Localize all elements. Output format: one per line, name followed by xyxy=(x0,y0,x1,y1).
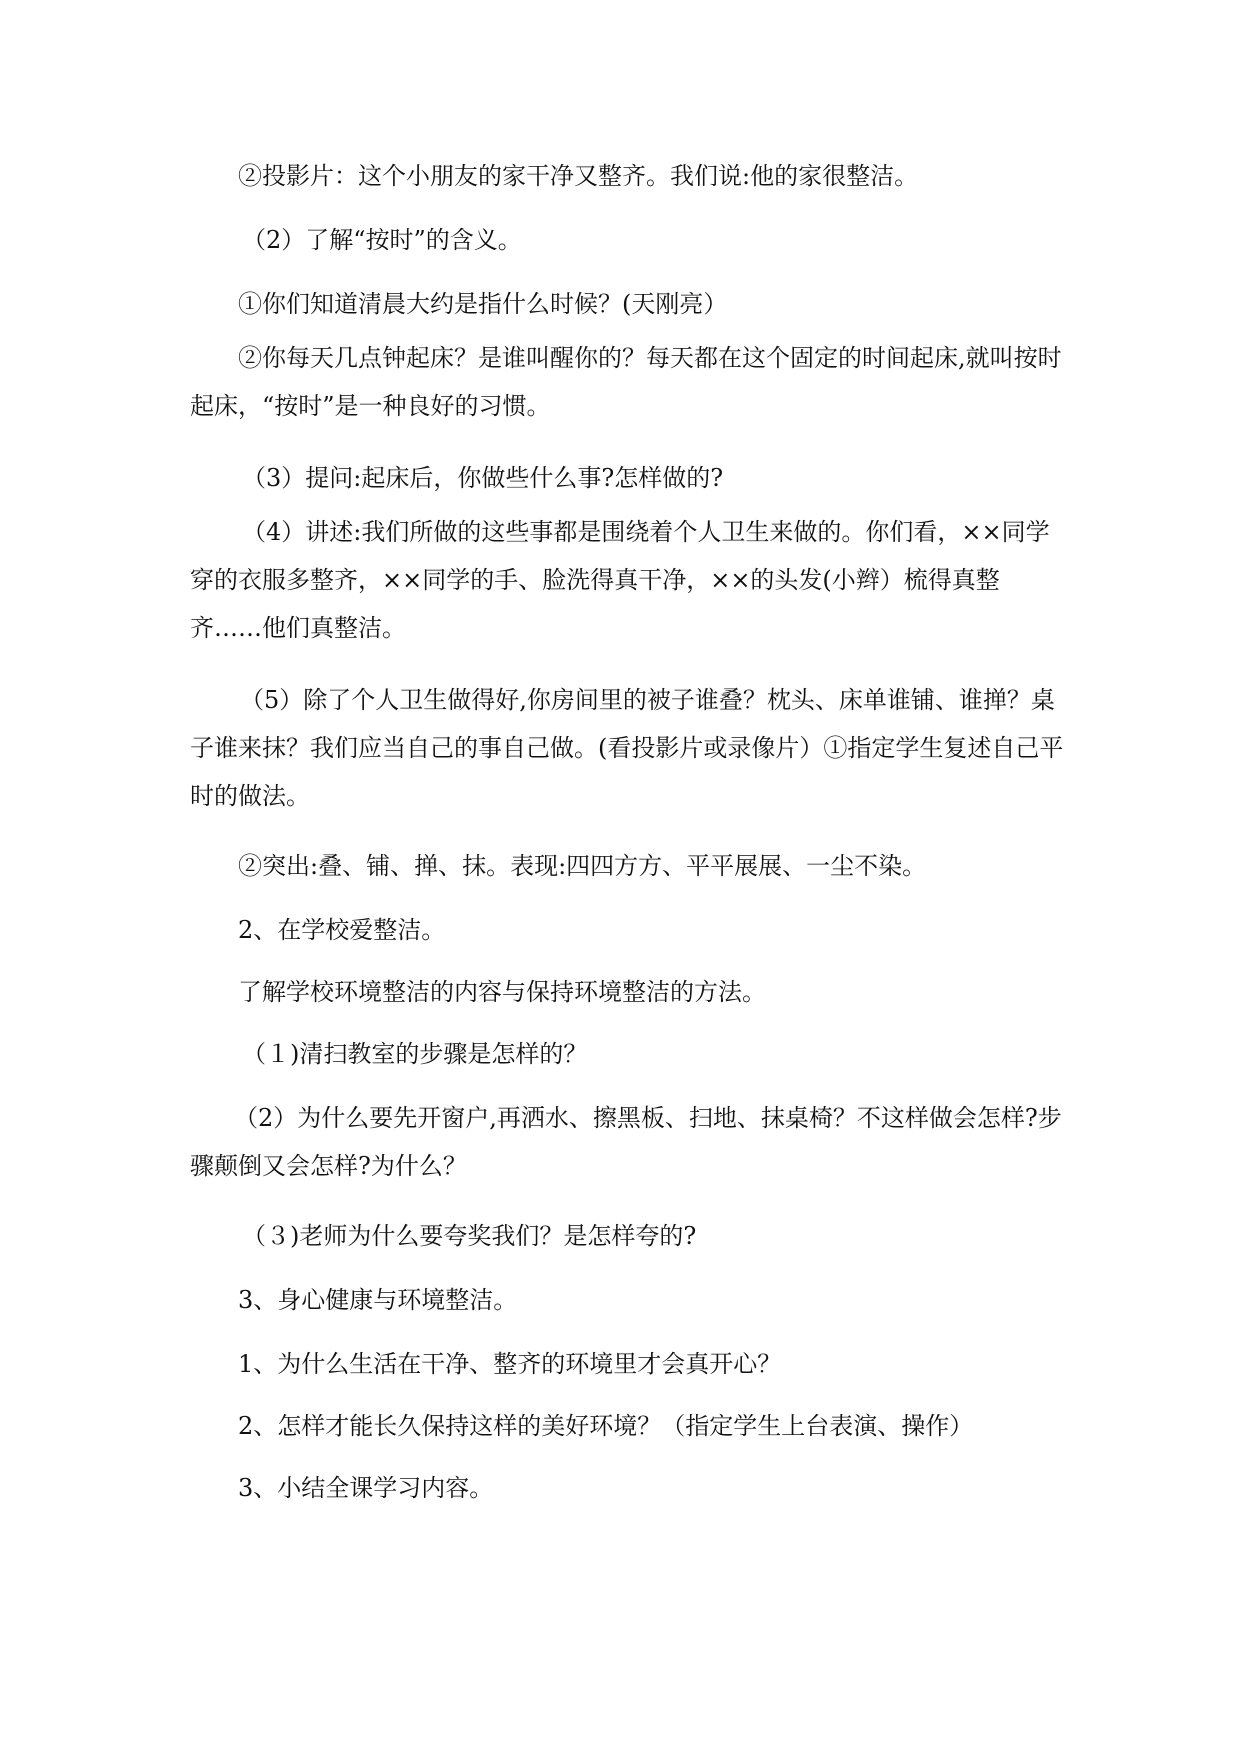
paragraph-teacher-praise: （３)老师为什么要夸奖我们？是怎样夸的? xyxy=(242,1222,697,1250)
paragraph-summary: 3、小结全课学习内容。 xyxy=(238,1474,494,1502)
paragraph-after-waking: （3）提问:起床后，你做些什么事?怎样做的? xyxy=(242,464,724,492)
paragraph-keep-environment: 2、怎样才能长久保持这样的美好环境？（指定学生上台表演、操作） xyxy=(238,1412,974,1440)
paragraph-room-chores: （5）除了个人卫生做得好,你房间里的被子谁叠？枕头、床单谁铺、谁掸？桌子谁来抹？我们应当自己的事自己做。(看投影片或录像片）①指定学生复述自己平时的做法。 xyxy=(190,686,1064,810)
paragraph-personal-hygiene: （4）讲述:我们所做的这些事都是围绕着个人卫生来做的。你们看，××同学穿的衣服多整齐，××同学的手、脸洗得真干净，××的头发(小辫）梳得真整齐……他们真整洁。 xyxy=(190,518,1050,642)
paragraph-why-order: （2）为什么要先开窗户,再洒水、擦黑板、扫地、抹桌椅？不这样做会怎样?步骤颠倒又会怎样?为什么？ xyxy=(190,1104,1062,1180)
paragraph-early-morning: ①你们知道清晨大约是指什么时候？(天刚亮） xyxy=(238,290,728,318)
paragraph-wake-up-time: ②你每天几点钟起床？是谁叫醒你的？每天都在这个固定的时间起床,就叫按时起床，“按时”是一种良好的习惯。 xyxy=(190,344,1062,420)
paragraph-projection-home: ②投影片：这个小朋友的家干净又整齐。我们说:他的家很整洁。 xyxy=(238,162,919,190)
paragraph-cleaning-steps: （１)清扫教室的步骤是怎样的？ xyxy=(242,1040,588,1068)
paragraph-why-happy: 1、为什么生活在干净、整齐的环境里才会真开心？ xyxy=(238,1350,782,1378)
paragraph-school-environment: 了解学校环境整洁的内容与保持环境整洁的方法。 xyxy=(238,978,766,1006)
paragraph-highlight-actions: ②突出:叠、铺、掸、抹。表现:四四方方、平平展展、一尘不染。 xyxy=(238,852,927,880)
paragraph-school-tidiness: 2、在学校爱整洁。 xyxy=(238,916,446,944)
paragraph-health-environment: 3、身心健康与环境整洁。 xyxy=(238,1286,518,1314)
paragraph-on-time-heading: （2）了解“按时”的含义。 xyxy=(242,226,522,254)
